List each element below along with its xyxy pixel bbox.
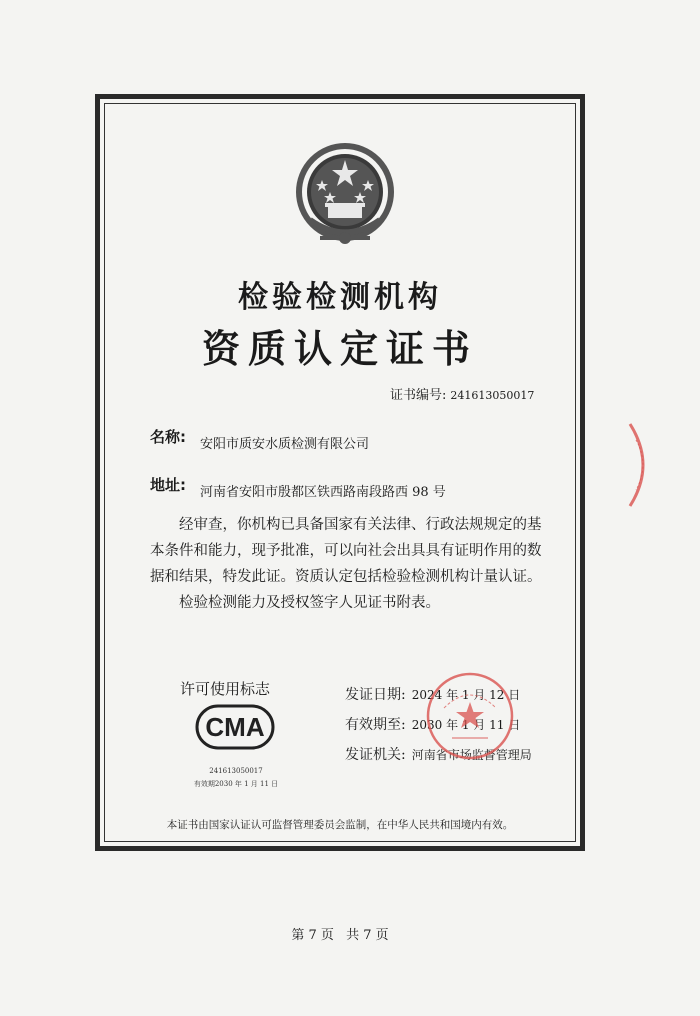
certificate-title-line1: 检验检测机构 xyxy=(238,280,442,315)
cma-logo-text: CMA xyxy=(205,712,265,742)
name-label: 名称: xyxy=(150,428,186,446)
page-current: 第 7 页 xyxy=(291,928,334,943)
address-value: 河南省安阳市殷都区铁西路南段路西 98 号 xyxy=(200,485,446,500)
license-mark-label: 许可使用标志 xyxy=(180,680,271,698)
body-paragraph: 经审查，你机构已具备国家有关法律、行政法规规定的基本条件和能力，现予批准，可以向社会出具具有证明作用的数据和结果，特发此证。资质认定包括检验检测机构计量认证。 xyxy=(150,517,542,585)
page-number xyxy=(0,924,680,943)
issue-date-label: 发证日期: xyxy=(345,687,406,703)
national-emblem-icon xyxy=(290,140,400,252)
name-value: 安阳市质安水质检测有限公司 xyxy=(200,437,370,452)
certificate-number-label: 证书编号: xyxy=(390,388,447,403)
valid-until-label: 有效期至: xyxy=(345,717,406,733)
certificate-number-value: 241613050017 xyxy=(450,389,535,402)
cma-number: 241613050017 xyxy=(209,767,263,775)
address-label: 地址: xyxy=(150,476,186,494)
body-paragraph: 检验检测能力及授权签字人见证书附表。 xyxy=(179,595,440,611)
certificate-body-text xyxy=(150,512,550,616)
issuer-label: 发证机关: xyxy=(345,747,406,763)
certificate-footer-note: 本证书由国家认证认可监督管理委员会监制，在中华人民共和国境内有效。 xyxy=(166,819,514,831)
issue-date-value: 2024 年 1 月 12 日 xyxy=(411,688,521,702)
cma-logo-icon xyxy=(195,704,275,750)
certificate-title-line2: 资质认定证书 xyxy=(201,327,478,371)
cma-validity: 有效期2030 年 1 月 11 日 xyxy=(193,780,279,788)
certificate-number xyxy=(390,384,534,403)
issuer-value: 河南省市场监督管理局 xyxy=(411,748,532,762)
page-total: 共 7 页 xyxy=(346,928,389,943)
side-seal-fragment-icon xyxy=(628,420,658,510)
official-seal-icon xyxy=(422,668,518,764)
valid-until-value: 2030 年 1 月 11 日 xyxy=(411,718,521,732)
